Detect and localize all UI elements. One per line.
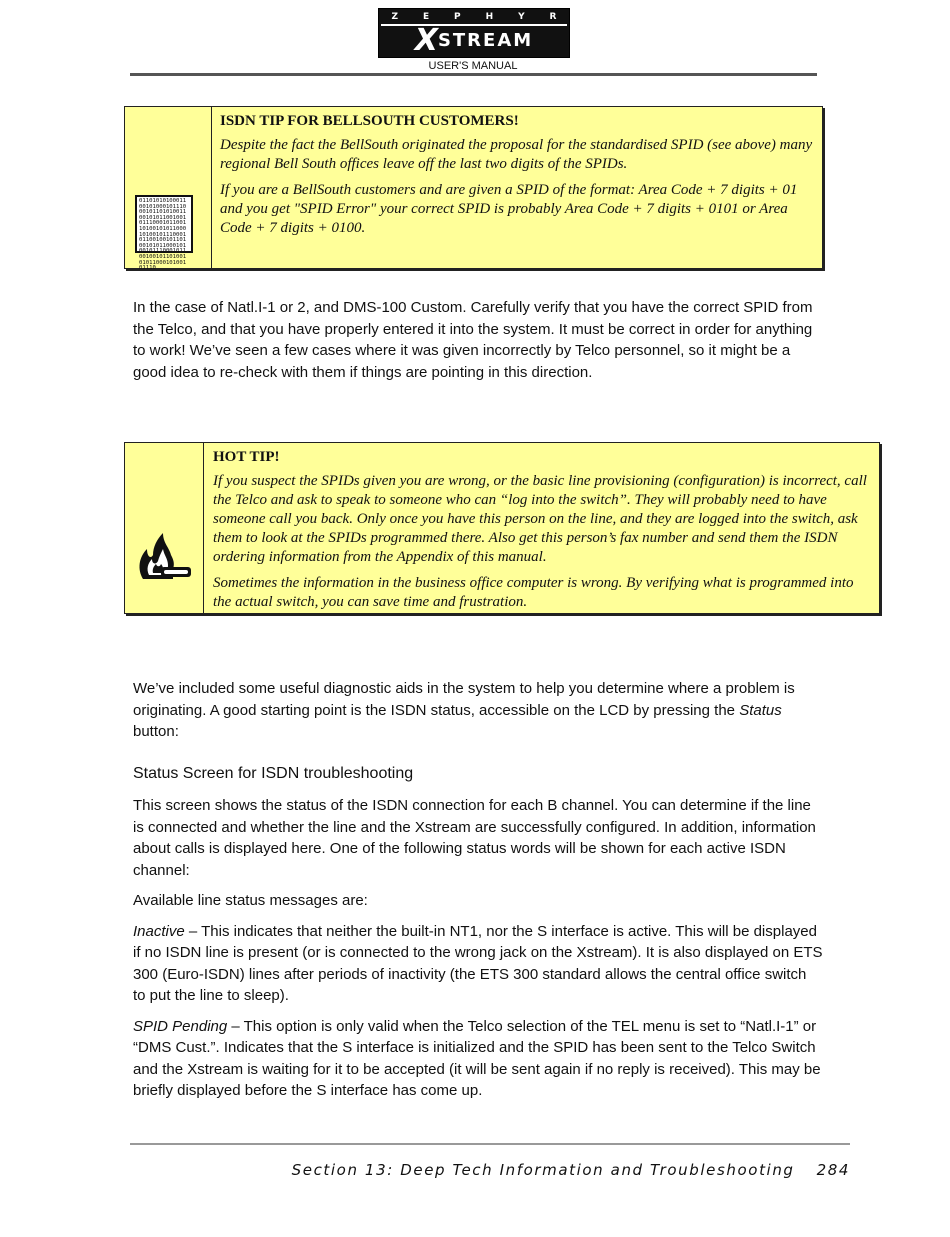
body-section-spid [133, 297, 823, 392]
section-heading: Status Screen for ISDN troubleshooting [133, 765, 414, 782]
paragraph-inactive [133, 921, 823, 1007]
inactive-text: – This indicates that neither the built-in NT1, nor the S interface is active. This will be displayed if no ISDN line is present (or is connected to the wrong jack on the Xstream). It is also displayed on ETS 300 (Euro-ISDN) lines after periods of inactivity (the ETS 300 standard allows the central office switch to put the line to sleep). [133, 922, 823, 1004]
logo-brand [379, 23, 569, 58]
logo-letter: Y [518, 11, 525, 22]
diag-text-after: button: [133, 723, 179, 740]
spid-pending-text: – This option is only valid when the Telco selection of the TEL menu is set to “Natl.I-1” or “DMS Cust.”. Indicates that the S interface is initialized and the SPID has been sent to the Telco Switch and the Xstream is waiting for it to be accepted (it will be sent again if no reply is received). This may be briefly displayed before the S interface has come up. [133, 1017, 821, 1099]
tip-icon-cell [125, 107, 212, 272]
hot-tip-box [124, 442, 880, 614]
tip-paragraph: Despite the fact the BellSouth originated the proposal for the standardised SPID (see above) many regional Bell South offices leave off the last two digits of the SPIDs. [220, 137, 813, 172]
page-number: 284 [816, 1161, 850, 1179]
logo-letter: H [485, 11, 494, 22]
tip-paragraph: If you are a BellSouth customers and are given a SPID of the format: Area Code + 7 digits + 01 and you get "SPID Error" your correct SPID is probably Area Code + 7 digits + 0101 or Area Code + 7 digits + 0100. [220, 182, 798, 236]
logo-brand-x: X [414, 23, 438, 58]
status-button-term: Status [739, 701, 782, 719]
manual-label: USER'S MANUAL [428, 60, 518, 72]
spid-pending-term: SPID Pending [133, 1017, 228, 1035]
tip-paragraph: Sometimes the information in the business office computer is wrong. By verifying what is programmed into the actual switch, you can save time and frustration. [213, 575, 854, 610]
footer-section: Section 13: Deep Tech Information and Troubleshooting [291, 1161, 795, 1179]
diag-text-before: We’ve included some useful diagnostic aids in the system to help you determine where a problem is originating. A good starting point is the ISDN status, accessible on the LCD by pressing the [133, 680, 795, 719]
tip-title: HOT TIP! [213, 449, 280, 465]
paragraph-diagnostics [133, 678, 823, 743]
tip-title: ISDN TIP FOR BELLSOUTH CUSTOMERS! [220, 113, 519, 129]
header-rule [130, 73, 817, 76]
body-section-status [133, 795, 823, 1111]
burning-match-icon [135, 529, 193, 583]
tip-text [220, 107, 814, 245]
paragraph-spid: In the case of Natl.I-1 or 2, and DMS-100 Custom. Carefully verify that you have the correct SPID from the Telco, and that you have properly entered it into the system. It must be correct in order for anything to work! We’ve seen a few cases where it was given incorrectly by Telco personnel, so it might be a good idea to re-check with them if things are pointing in this direction. [133, 299, 813, 381]
bellsouth-tip-box [124, 106, 823, 272]
footer [292, 1161, 850, 1179]
footer-rule [130, 1143, 850, 1145]
logo-letter: R [549, 11, 557, 22]
zephyr-xstream-logo [378, 8, 570, 58]
binary-data-icon: 01101010100011001010001011100010110101001100101011001001011100010110011010010101100010100101110001011001001011010010101100010100101110001011001001011010010101100010100101110 [135, 195, 193, 253]
logo-brand-rest: STREAM [437, 30, 534, 51]
logo-letter: E [422, 11, 430, 22]
logo-letters [379, 11, 569, 22]
body-section-diagnostics [133, 678, 823, 752]
inactive-term: Inactive [133, 922, 185, 940]
paragraph-available: Available line status messages are: [133, 892, 368, 909]
logo-letter: P [454, 11, 461, 22]
logo-letter: Z [391, 11, 398, 22]
tip-icon-cell [125, 443, 204, 613]
tip-text [213, 443, 871, 619]
paragraph-spid-pending [133, 1016, 823, 1102]
paragraph-screen: This screen shows the status of the ISDN connection for each B channel. You can determine if the line is connected and whether the line and the Xstream are successfully configured. In addition, information about calls is displayed here. One of the following status words will be shown for each active ISDN channel: [133, 797, 816, 879]
tip-paragraph: If you suspect the SPIDs given you are wrong, or the basic line provisioning (configuration) is incorrect, call the Telco and ask to speak to someone who can “log into the switch”. They will probably need to have someone call you back. Only once you have this person on the line, and they are logged into the switch, ask them to look at the SPIDs programmed there. Also get this person’s fax number and send them the ISDN ordering information from the Appendix of this manual. [213, 473, 867, 565]
